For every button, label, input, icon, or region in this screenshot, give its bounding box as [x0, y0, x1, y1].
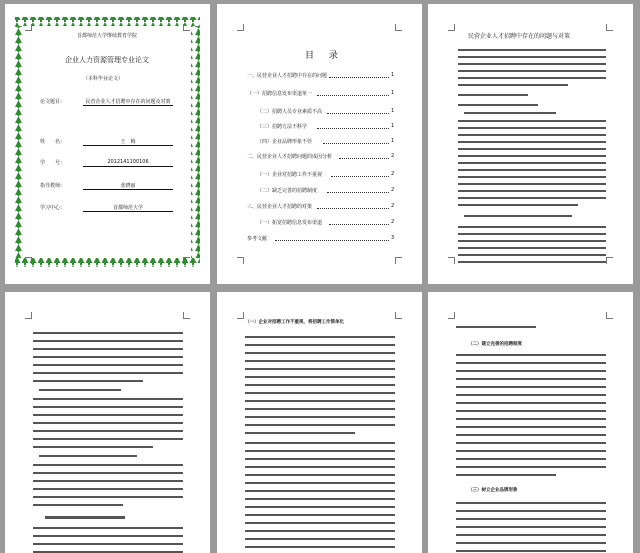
toc-leader [329, 77, 389, 78]
crop-mark [395, 24, 402, 31]
toc-page: 2 [391, 153, 395, 159]
toc-leader [327, 113, 389, 114]
toc-entry[interactable]: （一）拓宽招聘信息发布渠道 [257, 220, 323, 226]
cover-title: 企业人力资源管理专业论文 [65, 56, 149, 64]
toc-leader [275, 240, 389, 241]
toc-page: 1 [391, 90, 395, 96]
body-text-lines [428, 4, 633, 284]
field-value-title: 民营企业人才招聘中存在的问题及对策 [85, 99, 171, 105]
toc-leader [317, 95, 389, 96]
toc-leader [323, 143, 389, 144]
article-title: 民营企业人才招聘中存在的问题与对策 [468, 33, 571, 40]
toc-page: 1 [391, 138, 395, 144]
field-label-title: 论文题目： [40, 99, 66, 105]
toc-leader [331, 176, 389, 177]
crop-mark [237, 257, 244, 264]
toc-leader [339, 158, 389, 159]
cover-subtitle: （本科毕业论文） [83, 76, 124, 82]
field-label-advisor: 指导教师： [40, 183, 66, 189]
toc-entry[interactable]: （一）企业对招聘工作不重视 [257, 172, 323, 178]
page-article-4[interactable] [428, 292, 633, 553]
toc-page: 1 [391, 72, 395, 78]
toc-leader [317, 128, 389, 129]
toc-page: 2 [391, 187, 395, 193]
toc-entry[interactable]: 二、民营企业人才招聘问题的成因分析 [247, 154, 333, 160]
toc-page: 1 [391, 123, 395, 129]
field-underline [83, 211, 173, 212]
page-article-2[interactable] [5, 292, 210, 553]
toc-entry[interactable]: （二）招聘人员专业素质不高 [257, 109, 323, 115]
page-toc[interactable] [217, 4, 422, 284]
toc-page: 2 [391, 171, 395, 177]
crop-mark [237, 24, 244, 31]
toc-leader [327, 192, 389, 193]
field-value-center: 首都师范大学 [112, 205, 143, 211]
toc-entry[interactable]: 三、民营企业人才招聘的对策 [247, 204, 313, 210]
toc-leader [329, 224, 389, 225]
toc-title: 目 录 [305, 51, 344, 61]
toc-page: 3 [391, 235, 395, 241]
field-label-id: 学 号： [40, 160, 66, 166]
toc-entry[interactable]: （四）企业品牌形象不佳 [257, 139, 313, 145]
toc-entry[interactable]: （三）招聘方法不科学 [257, 124, 308, 130]
section-heading: （一）企业对招聘工作不重视，将招聘工作简单化 [245, 320, 344, 325]
toc-page: 2 [391, 203, 395, 209]
body-text-lines [217, 292, 422, 553]
field-value-advisor: 张晓丽 [120, 183, 136, 189]
field-underline [83, 189, 173, 190]
page-article-1[interactable] [428, 4, 633, 284]
field-underline [83, 166, 173, 167]
toc-entry[interactable]: 一、民营企业人才招聘中存在的问题 [247, 73, 328, 79]
field-underline [83, 105, 173, 106]
field-label-center: 学习中心： [40, 205, 66, 211]
toc-entry[interactable]: 参考文献 [247, 236, 268, 242]
toc-page: 2 [391, 219, 395, 225]
field-value-name: 王 梅 [120, 139, 136, 145]
crop-mark [395, 257, 402, 264]
section-heading: （三）树立企业品牌形象 [468, 488, 518, 493]
toc-entry[interactable]: （一）招聘信息发布渠道单一 [247, 91, 313, 97]
field-value-id: 2012141100106 [107, 159, 149, 165]
field-label-name: 姓 名： [40, 139, 66, 145]
page-article-3[interactable] [217, 292, 422, 553]
toc-entry[interactable]: （二）缺乏完善的招聘制度 [257, 188, 318, 194]
field-underline [83, 145, 173, 146]
cover-school: 首都师范大学继续教育学院 [77, 33, 138, 39]
toc-page: 1 [391, 108, 395, 114]
toc-leader [317, 208, 389, 209]
body-text-lines [428, 292, 633, 553]
body-text-lines [5, 292, 210, 553]
section-heading: （二）建立完善的招聘制度 [468, 342, 522, 347]
page-cover[interactable] [5, 4, 210, 284]
